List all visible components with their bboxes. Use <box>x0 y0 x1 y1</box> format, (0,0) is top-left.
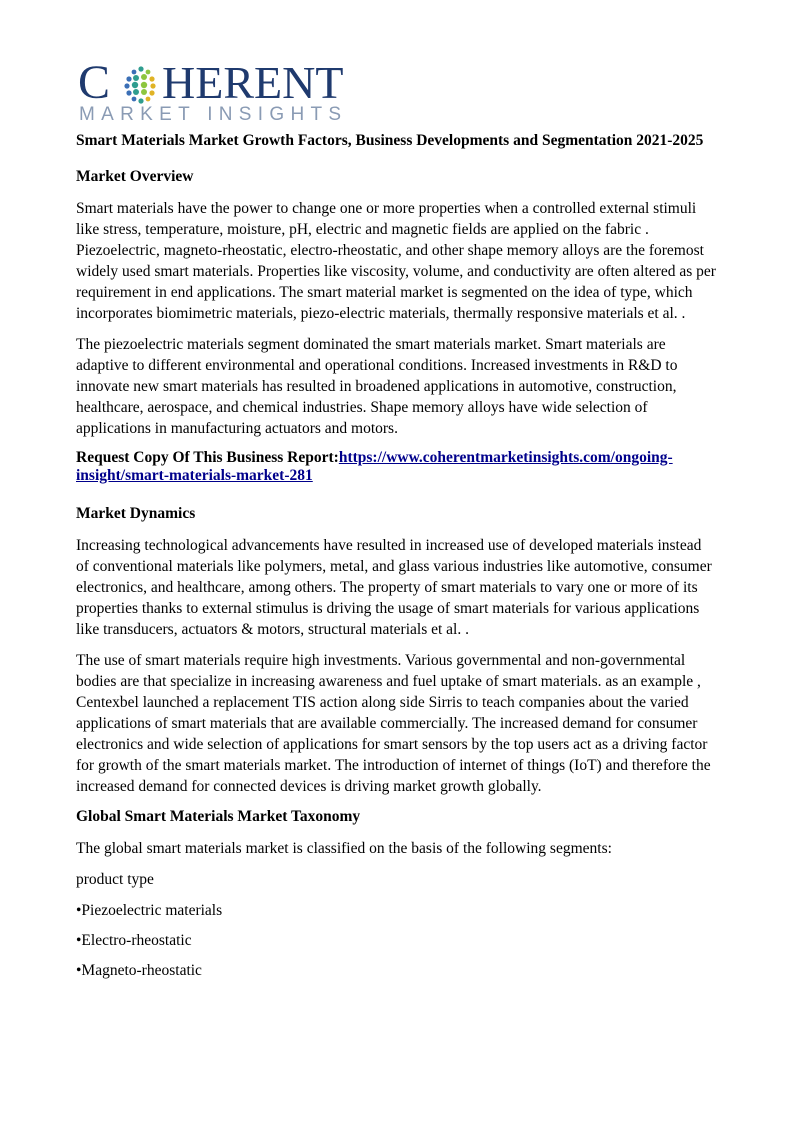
logo-dot <box>150 83 155 88</box>
logo-dot <box>149 76 154 81</box>
logo-dot <box>126 90 131 95</box>
market-overview-paragraph-2: The piezoelectric materials segment dominated the smart materials market. Smart materials are adaptive to different environmental and operational conditions. Increased investments in R&D to innovate new smart materials has resulted in broadened applications in automotive, construction, healthcare, aerospace, and chemical industries. Shape memory alloys have wide selection of applications in manufacturing actuators and motors. <box>76 336 678 437</box>
document-title: Smart Materials Market Growth Factors, Business Developments and Segmentation 2021-2025 <box>76 132 704 149</box>
market-overview-heading: Market Overview <box>76 168 194 185</box>
logo-dot <box>141 74 147 80</box>
logo-dot <box>146 97 151 102</box>
logo-dot <box>124 83 129 88</box>
request-copy-line <box>76 449 718 485</box>
logo-brand-rest: HERENT <box>162 58 344 108</box>
coherent-logo-icon <box>78 58 370 124</box>
logo-dot <box>138 66 143 71</box>
market-dynamics-heading: Market Dynamics <box>76 505 196 522</box>
logo-dot <box>149 90 154 95</box>
logo-dot-globe <box>124 66 155 103</box>
market-dynamics-paragraph-1: Increasing technological advancements have resulted in increased use of developed materials instead of conventional materials like polymers, metal, and glass various industries like automotive, consumer electronics, and healthcare, among others. The property of smart materials to vary one or more of its properties thanks to external stimulus is driving the usage of smart materials for various applications like transducers, actuators & motors, structural materials et al. . <box>76 537 712 638</box>
logo-dot <box>133 75 139 81</box>
list-item: •Piezoelectric materials <box>76 902 223 919</box>
logo-dot <box>132 82 138 88</box>
logo-dot <box>126 76 131 81</box>
list-item: •Electro-rheostatic <box>76 932 192 949</box>
logo-tagline: MARKET INSIGHTS <box>79 104 348 124</box>
logo-dot <box>133 89 139 95</box>
logo-dot <box>141 82 147 88</box>
document-body <box>76 132 718 990</box>
market-overview-paragraph-1: Smart materials have the power to change one or more properties when a controlled external stimuli like stress, temperature, moisture, pH, electric and magnetic fields are applied on the fabric . Piezoelectric, magneto-rheostatic, electro-rheostatic, and other shape memory alloys are the foremost widely used smart materials. Properties like viscosity, volume, and conductivity are often altered as per requirement in end applications. The smart material market is segmented on the idea of type, which incorporates biomimetric materials, piezo-electric materials, thermally responsive materials et al. . <box>76 200 716 322</box>
request-copy-label: Request Copy Of This Business Report: <box>76 449 339 466</box>
list-item: •Magneto-rheostatic <box>76 962 202 979</box>
logo-dot <box>138 98 143 103</box>
company-logo <box>78 58 370 124</box>
logo-brand-start: C <box>78 58 111 109</box>
logo-dot <box>132 97 137 102</box>
logo-dot <box>132 70 137 75</box>
logo-dot <box>141 89 147 95</box>
market-dynamics-paragraph-2: The use of smart materials require high investments. Various governmental and non-governmental bodies are that specialize in increasing awareness and fuel uptake of smart materials. as an example , Centexbel launched a replacement TIS action along side Sirris to teach companies about the varied applications of smart materials that are available commercially. The increased demand for consumer electronics and wide selection of applications for smart sensors by the top users act as a driving factor for growth of the smart materials market. The introduction of internet of things (IoT) and therefore the increased demand for connected devices is driving market growth globally. <box>76 652 711 795</box>
product-type-label: product type <box>76 871 154 888</box>
logo-dot <box>146 70 151 75</box>
taxonomy-heading: Global Smart Materials Market Taxonomy <box>76 808 361 825</box>
report-link[interactable]: https://www.coherentmarketinsights.com/ongoing-insight/smart-materials-market-281 <box>76 449 673 484</box>
taxonomy-intro: The global smart materials market is classified on the basis of the following segments: <box>76 840 612 857</box>
